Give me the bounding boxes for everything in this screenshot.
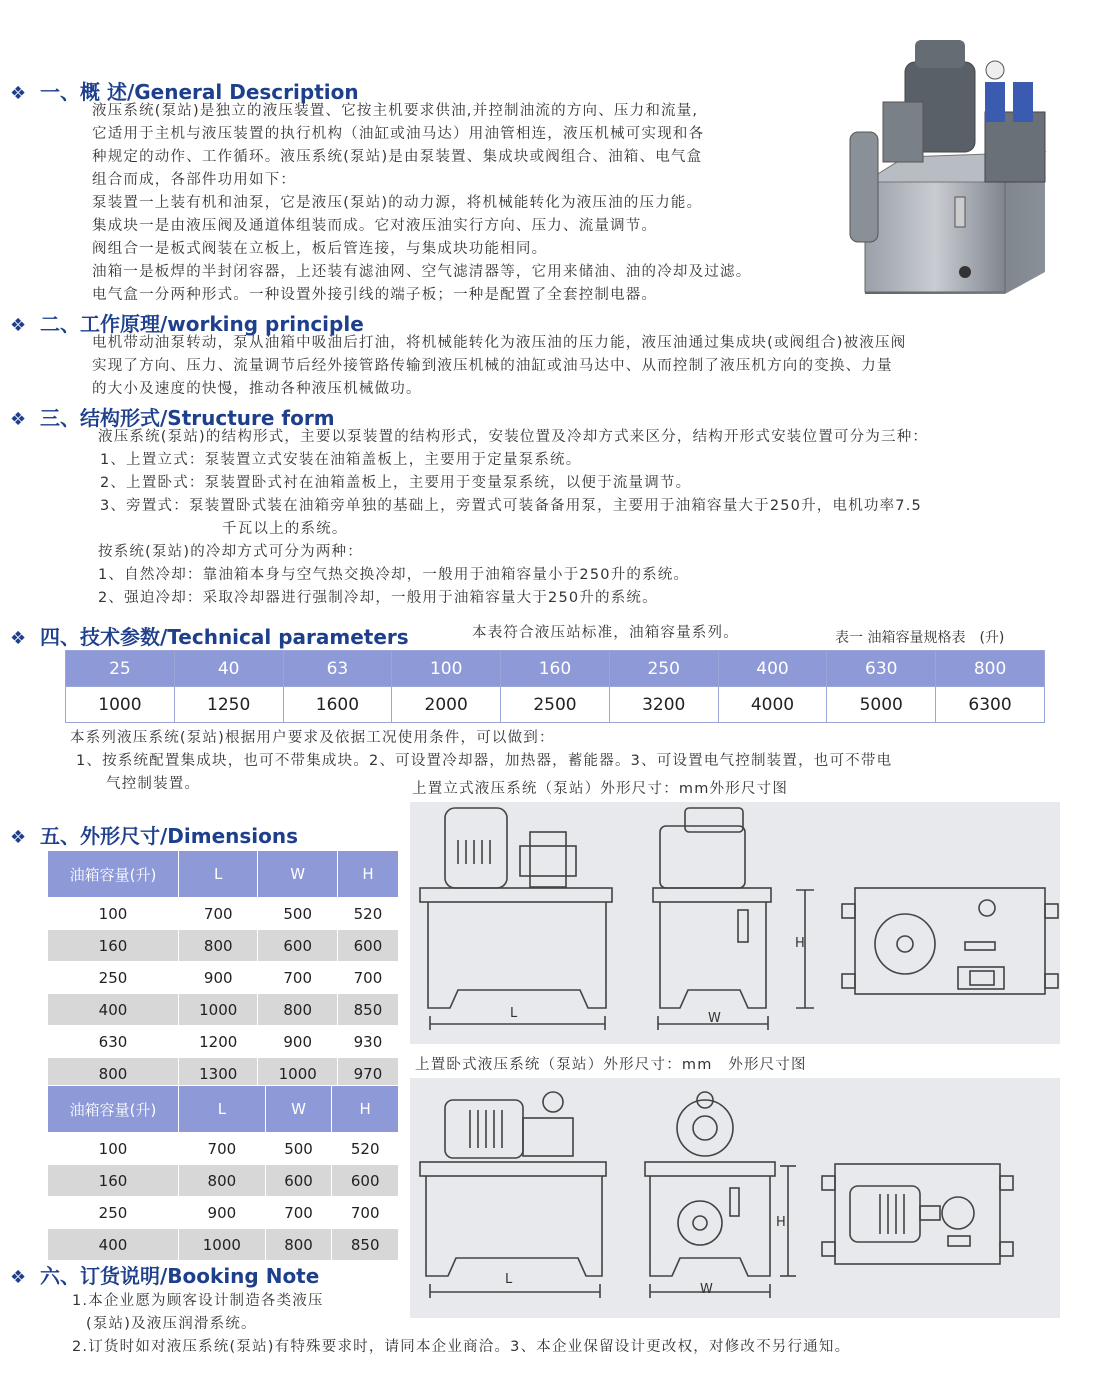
diamond-icon: ❖ xyxy=(10,409,27,430)
section-4-title: ❖ 四、技术参数/Technical parameters xyxy=(10,625,409,649)
section-1-title: ❖ 一、概 述/General Description xyxy=(10,80,359,104)
capacity-spec-table: 25 40 63 100 160 250 400 630 800 1000 1250 1600 2000 2500 3200 4000 5000 6300 xyxy=(65,650,1045,723)
section-1-body: 液压系统(泵站)是独立的液压装置、它按主机要求供油,并控制油流的方向、压力和流量, 它适用于主机与液压装置的执行机构（油缸或油马达）用油管相连，液压机械可实现和各 种规定的动作、工作循环。液压系统(泵站)是由泵装置、集成块或阀组合、油箱、电气盒 组合而成，各部件功用如下： 泵装置一上装有机和油泵，它是液压(泵站)的动力源，将机械能转化为液压油的压力能。 集成块一是由液压阀及通道体组装而成。它对液压油实行方向、压力、流量调节。 阀组合一是板式阀装在立板上，板后管连接，与集成块功能相同。 油箱一是板焊的半封闭容器，上还装有滤油网、空气滤清器等，它用来储油、油的冷却及过滤。 电气盒一分两种形式。一种设置外接引线的端子板；一种是配置了全套控制电器。 xyxy=(92,103,752,303)
svg-text:W: W xyxy=(708,1011,721,1026)
section-3-title: ❖ 三、结构形式/Structure form xyxy=(10,406,335,430)
section-6-body: 1.本企业愿为顾客设计制造各类液压 (泵站)及液压润滑系统。 2.订货时如对液压系统(泵站)有特殊要求时，请同本企业商洽。3、本企业保留设计更改权，对修改不另行通知。 xyxy=(72,1293,851,1355)
section-3-body: 液压系统(泵站)的结构形式，主要以泵装置的结构形式，安装位置及冷却方式来区分，结构开形式安装位置可分为三种： 1、上置立式：泵装置立式安装在油箱盖板上，主要用于定量泵系统。 2、上置卧式：泵装置卧式衬在油箱盖板上，主要用于变量泵系统，以便于流量调节。 3、旁置式：泵装置卧式装在油箱旁单独的基础上，旁置式可装备备用泵，主要用于油箱容量大于250升，电机功率7.5 千瓦以上的系统。 按系统(泵站)的冷却方式可分为两种： 1、自然冷却：靠油箱本身与空气热交换冷却，一般用于油箱容量小于250升的系统。 2、强迫冷却：采取冷却器进行强制冷却，一般用于油箱容量大于250升的系统。 xyxy=(98,429,929,606)
section-6-title: ❖ 六、订货说明/Booking Note xyxy=(10,1264,320,1288)
svg-text:H: H xyxy=(776,1215,786,1230)
caption-vertical: 上置立式液压系统（泵站）外形尺寸：mm外形尺寸图 xyxy=(412,781,789,797)
diamond-icon: ❖ xyxy=(10,628,27,649)
svg-text:L: L xyxy=(510,1006,518,1021)
diamond-icon: ❖ xyxy=(10,83,27,104)
section-5-title: ❖ 五、外形尺寸/Dimensions xyxy=(10,824,299,848)
table-caption: 表一 油箱容量规格表 (升) xyxy=(835,630,1005,646)
section-2-body: 电机带动油泵转动，泵从油箱中吸油后打油，将机械能转化为液压油的压力能，液压油通过集成块(或阀组合)被液压阀 实现了方向、压力、流量调节后经外接管路传输到液压机械的油缸或油马达中、从而控制了液压机方向的变换、力量 的大小及速度的快慢，推动各种液压机械做功。 xyxy=(92,335,907,397)
dimensions-table-horizontal: 油箱容量(升) L W H 100 700 500 520 160 800 600 600 250 900 700 700 400 1000 800 850 xyxy=(47,1085,399,1261)
section-2-title: ❖ 二、工作原理/working principle xyxy=(10,312,364,336)
svg-text:W: W xyxy=(700,1282,713,1297)
svg-text:H: H xyxy=(795,936,805,951)
dimensions-table-vertical: 油箱容量(升) L W H 100 700 500 520 160 800 600 600 250 900 700 700 400 1000 800 850 630 1200 900 930 800 1300 1000 970 xyxy=(47,850,399,1090)
section-4-after: 本系列液压系统(泵站)根据用户要求及依据工况使用条件，可以做到： 1、按系统配置集成块，也可不带集成块。2、可设置冷却器，加热器，蓄能器。3、可设置电气控制装置，也可不带电 气控制装置。 xyxy=(70,730,893,792)
horizontal-station-drawing xyxy=(410,1078,1060,1318)
diamond-icon: ❖ xyxy=(10,315,27,336)
vertical-station-drawing xyxy=(410,802,1060,1044)
standard-note: 本表符合液压站标准，油箱容量系列。 xyxy=(472,625,739,641)
drawing-panel-vertical xyxy=(410,802,1060,1044)
drawing-panel-horizontal xyxy=(410,1078,1060,1318)
hydraulic-station-photo xyxy=(845,32,1090,294)
diamond-icon: ❖ xyxy=(10,1267,27,1288)
caption-horizontal: 上置卧式液压系统（泵站）外形尺寸：mm 外形尺寸图 xyxy=(415,1057,807,1073)
diamond-icon: ❖ xyxy=(10,827,27,848)
svg-text:L: L xyxy=(505,1272,513,1287)
